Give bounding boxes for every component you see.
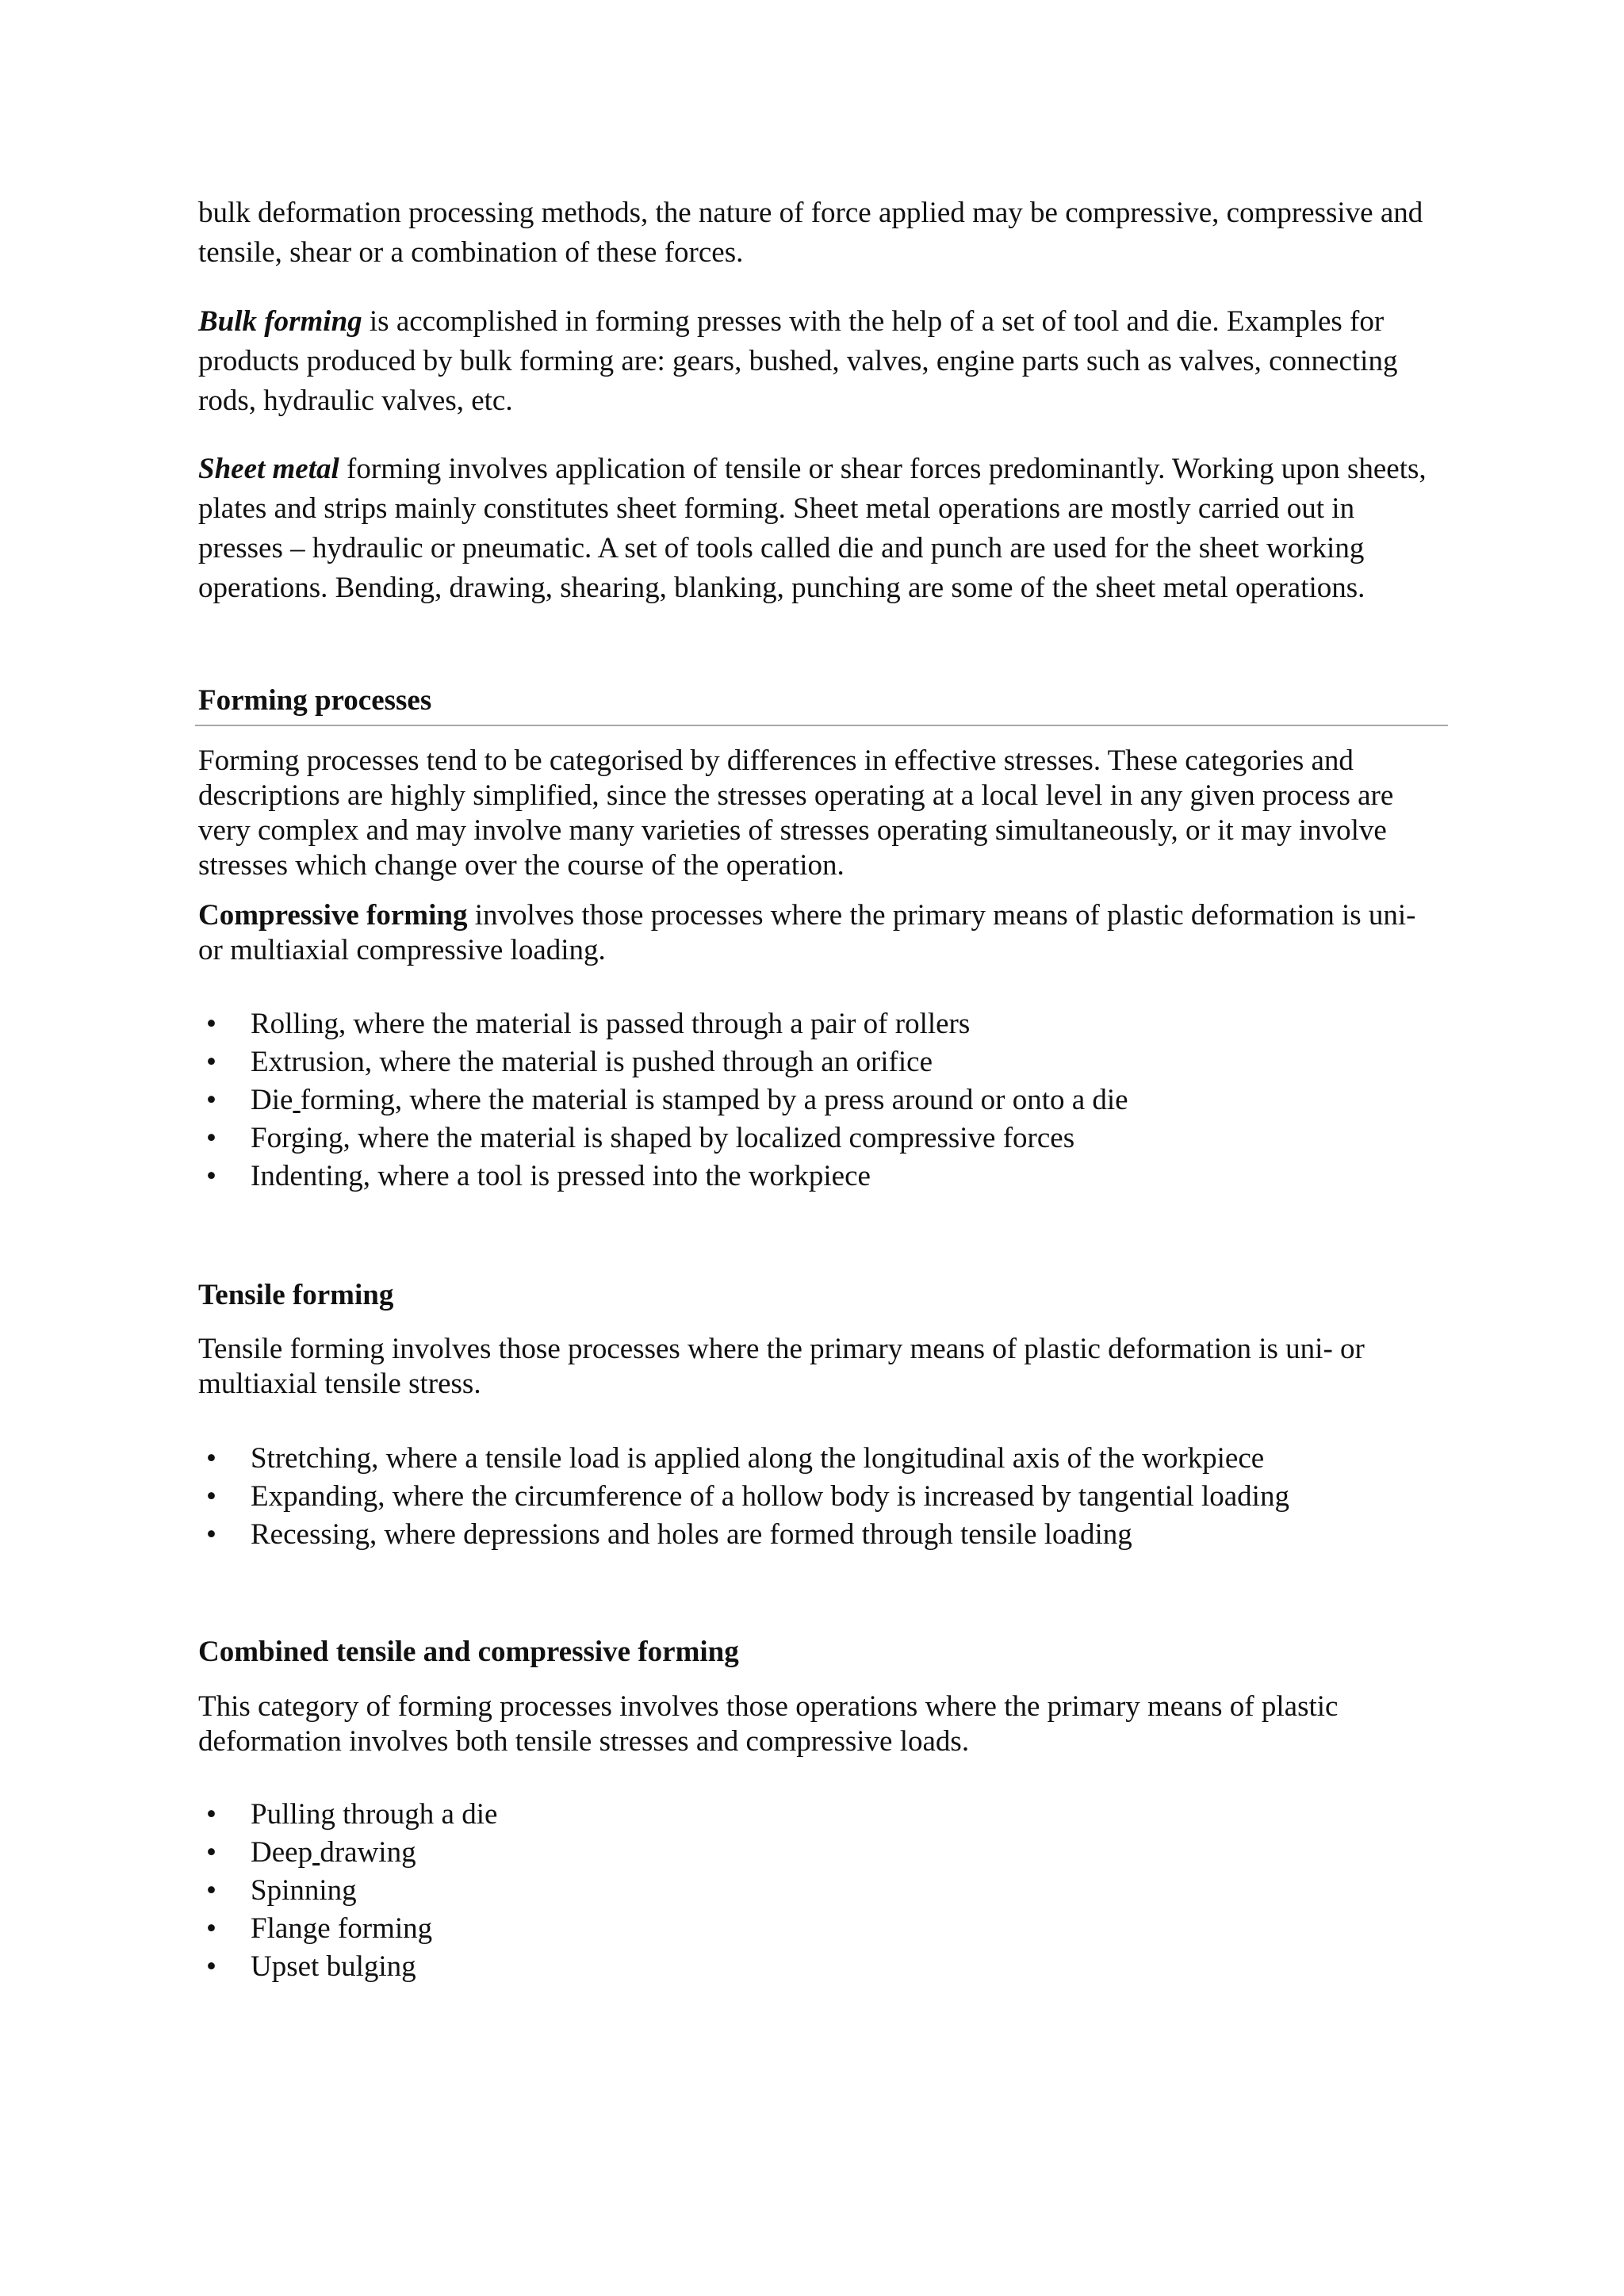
list-item: • Recessing, where depressions and holes are formed through tensile loading <box>198 1516 1443 1554</box>
list-item: • Upset bulging <box>198 1948 1443 1986</box>
paragraph-tensile-intro: Tensile forming involves those processes where the primary means of plastic deformation is uni- or multiaxial tensile stress. <box>198 1333 1365 1400</box>
list-combined-forming <box>198 1796 1443 1986</box>
paragraph-compressive-text: involves those processes where the primary means of plastic deformation is uni- or multiaxial compressive loading. <box>198 899 1416 966</box>
list-item: • Extrusion, where the material is pushed through an orifice <box>198 1043 1443 1081</box>
bullet-icon: • <box>206 1912 216 1945</box>
list-item: • Pulling through a die <box>198 1796 1443 1834</box>
list-item: • Indenting, where a tool is pressed into the workpiece <box>198 1158 1443 1196</box>
bullet-icon: • <box>206 1160 216 1192</box>
term-sheet-metal: Sheet metal <box>198 453 339 485</box>
paragraph-bulk-forming <box>198 302 1443 421</box>
list-compressive-forming <box>198 1005 1443 1196</box>
list-item: • Deep drawing <box>198 1834 1443 1872</box>
bullet-icon: • <box>206 1046 216 1078</box>
bullet-icon: • <box>206 1836 216 1869</box>
bullet-icon: • <box>206 1950 216 1983</box>
paragraph-bulk-deformation: bulk deformation processing methods, the nature of force applied may be compressive, compressive and tensile, shear or a combination of these forces. <box>198 197 1423 269</box>
bullet-icon: • <box>206 1122 216 1154</box>
heading-combined-forming: Combined tensile and compressive forming <box>198 1636 739 1668</box>
bullet-icon: • <box>206 1798 216 1831</box>
paragraph-combined-intro: This category of forming processes involves those operations where the primary means of plastic deformation involves both tensile stresses and compressive loads. <box>198 1690 1339 1758</box>
list-item: • Stretching, where a tensile load is applied along the longitudinal axis of the workpiece <box>198 1440 1443 1478</box>
list-item: • Forging, where the material is shaped by localized compressive forces <box>198 1119 1443 1158</box>
paragraph-bulk-forming-text: is accomplished in forming presses with the help of a set of tool and die. Examples for products produced by bulk forming are: gears, bushed, valves, engine parts such as valves, connecting rods, hydraulic valves, etc. <box>198 305 1398 417</box>
list-tensile-forming <box>198 1440 1443 1554</box>
term-bulk-forming: Bulk forming <box>198 305 362 338</box>
heading-forming-processes: Forming processes <box>198 684 432 717</box>
heading-tensile-forming: Tensile forming <box>198 1279 394 1311</box>
term-compressive-forming: Compressive forming <box>198 899 468 932</box>
list-item: • Rolling, where the material is passed through a pair of rollers <box>198 1005 1443 1043</box>
bullet-icon: • <box>206 1874 216 1907</box>
list-item: • Expanding, where the circumference of a hollow body is increased by tangential loading <box>198 1478 1443 1516</box>
bullet-icon: • <box>206 1442 216 1475</box>
bullet-icon: • <box>206 1480 216 1513</box>
bullet-icon: • <box>206 1084 216 1116</box>
paragraph-forming-intro: Forming processes tend to be categorised by differences in effective stresses. These categories and descriptions are highly simplified, since the stresses operating at a local level in any given process are very complex and may involve many varieties of stresses operating simultaneously, or it may involve stresses which change over the course of the operation. <box>198 744 1394 882</box>
bullet-icon: • <box>206 1008 216 1040</box>
bullet-icon: • <box>206 1518 216 1551</box>
list-item: • Spinning <box>198 1872 1443 1910</box>
paragraph-compressive-forming <box>198 898 1443 968</box>
paragraph-sheet-metal <box>198 450 1443 608</box>
paragraph-sheet-metal-text: forming involves application of tensile or shear forces predominantly. Working upon sheets, plates and strips mainly constitutes sheet forming. Sheet metal operations are mostly carried out in presses – hydraulic or pneumatic. A set of tools called die and punch are used for the sheet working operations. Bending, drawing, shearing, blanking, punching are some of the sheet metal operations. <box>198 453 1427 604</box>
list-item: • Flange forming <box>198 1910 1443 1948</box>
list-item: • Die forming, where the material is stamped by a press around or onto a die <box>198 1081 1443 1119</box>
heading-divider <box>195 725 1448 726</box>
